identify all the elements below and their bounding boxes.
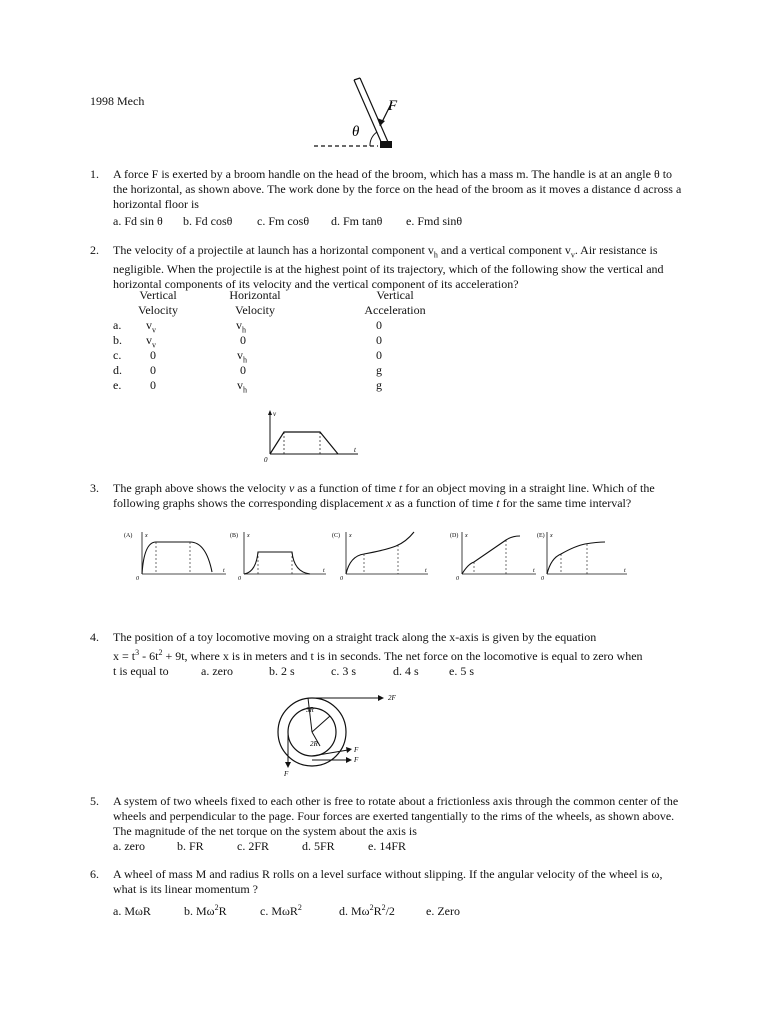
svg-text:x: x (465, 533, 468, 539)
svg-text:t: t (323, 568, 325, 574)
svg-text:x: x (349, 533, 352, 539)
two-wheels-figure (276, 686, 406, 778)
svg-text:0: 0 (238, 576, 241, 582)
question-4 (90, 630, 690, 678)
question-5 (90, 794, 690, 858)
table-row[interactable]: c. 0 $v_h$ 0 (113, 348, 382, 365)
question-text: A force F is exerted by a broom handle on the head of the broom, which has a mass m. The handle is at an angle θ to the horizontal, as shown above. The work done by the force on the head of the broom as it moves a distance d across a horizontal floor is (113, 167, 682, 211)
svg-text:(A): (A) (124, 533, 133, 539)
question-number: 4. (90, 630, 99, 644)
option-c[interactable]: c. MωR$^2$ (260, 903, 302, 918)
velocity-time-graph (262, 408, 362, 466)
question-text: The velocity of a projectile at launch has a horizontal component $v_h$ and a vertical component $v_v$. Air resistance is negligible. When the projectile is at the highest point of its trajectory, which of the following show the vertical and horizontal components of its velocity and the vertical component of its acceleration? (113, 243, 664, 292)
header-vertical-acceleration: Vertical Acceleration (364, 288, 426, 317)
svg-text:t: t (624, 568, 626, 574)
table-row[interactable]: a. $v_v$ $v_h$ 0 (113, 318, 382, 335)
svg-text:x: x (247, 533, 250, 539)
option-a[interactable]: a. zero (201, 664, 233, 678)
svg-text:2R: 2R (310, 740, 318, 748)
option-b[interactable]: b. Fd cosθ (183, 214, 233, 228)
question-text: The position of a toy locomotive moving on a straight track along the x-axis is given by the equation $x = t^3 - 6t^2 + 9t$, where x is in meters and t is in seconds. The net force on the locomotive is equal to zero when t is equal to a. zero b. 2 s c. 3 s d. 4 s e. 5 s (113, 630, 643, 678)
svg-text:2F: 2F (388, 694, 396, 702)
option-a[interactable]: a. Fd sin θ (113, 214, 163, 228)
option-b[interactable]: b. FR (177, 839, 204, 853)
header-vertical-velocity: Vertical Velocity (138, 288, 178, 317)
svg-text:t: t (533, 568, 535, 574)
question-number: 5. (90, 794, 99, 808)
option-c[interactable]: c. 3 s (331, 664, 356, 678)
answer-table (113, 318, 413, 393)
question-3 (90, 481, 690, 513)
force-label: F (388, 98, 398, 114)
svg-text:x: x (145, 533, 148, 539)
svg-text:F: F (284, 770, 289, 778)
page-title: 1998 Mech (90, 94, 145, 108)
svg-text:v: v (273, 410, 277, 418)
option-e[interactable]: e. 14FR (368, 839, 407, 853)
option-a[interactable]: a. zero (113, 839, 145, 853)
angle-label: θ (352, 124, 360, 140)
table-row[interactable]: d. 0 0 g (113, 363, 382, 377)
svg-text:x: x (550, 533, 553, 539)
option-c[interactable]: c. 2FR (237, 839, 270, 853)
question-number: 2. (90, 243, 99, 257)
answer-graph-d[interactable] (448, 528, 538, 583)
option-b[interactable]: b. $M\omega^2R$ (184, 903, 227, 918)
svg-text:(E): (E) (537, 533, 545, 539)
svg-text:3R: 3R (306, 706, 314, 714)
svg-text:(B): (B) (230, 533, 238, 539)
question-text: A system of two wheels fixed to each other is free to rotate about a frictionless axis through the common center of the wheels and perpendicular to the page. Four forces are exerted tangentially to the rims of the wheels, as shown above. The magnitude of the net torque on the system about the axis is (113, 794, 679, 838)
answer-options (113, 214, 462, 229)
option-e[interactable]: e. Fmd sinθ (406, 214, 463, 228)
svg-text:(D): (D) (450, 533, 459, 539)
svg-text:0: 0 (340, 576, 343, 582)
broom-figure (300, 70, 410, 160)
answer-options (113, 900, 460, 919)
option-d[interactable]: d. Fm tanθ (331, 214, 383, 228)
answer-options (113, 839, 406, 854)
option-b[interactable]: b. 2 s (269, 664, 295, 678)
svg-text:t: t (223, 568, 225, 574)
svg-text:F: F (354, 746, 359, 754)
answer-graph-b[interactable] (228, 528, 328, 583)
option-d[interactable]: d. 4 s (393, 664, 419, 678)
svg-text:t: t (354, 446, 356, 454)
svg-text:0: 0 (264, 456, 268, 464)
question-6 (90, 867, 690, 917)
option-a[interactable]: a. MωR (113, 904, 151, 918)
question-number: 1. (90, 167, 99, 181)
table-row[interactable]: e. 0 $v_h$ g (113, 378, 382, 395)
answer-graph-a[interactable] (120, 528, 230, 583)
svg-text:F: F (354, 756, 359, 764)
answer-graph-c[interactable] (330, 528, 430, 583)
option-c[interactable]: c. Fm cosθ (257, 214, 310, 228)
question-number: 3. (90, 481, 99, 495)
question-text: A wheel of mass M and radius R rolls on a level surface without slipping. If the angular velocity of the wheel is ω, what is its linear momentum ? (113, 867, 663, 896)
answer-graph-e[interactable] (535, 528, 630, 583)
question-number: 6. (90, 867, 99, 881)
svg-text:0: 0 (541, 576, 544, 582)
header-horizontal-velocity: Horizontal Velocity (229, 288, 281, 317)
svg-text:0: 0 (136, 576, 139, 582)
option-d[interactable]: d. $M\omega^2R^2/2$ (339, 903, 395, 918)
question-text: The graph above shows the velocity v as a function of time t for an object moving in a straight line. Which of the following graphs shows the corresponding displacement x as a function of time t for the same time interval? (113, 481, 655, 510)
option-d[interactable]: d. 5FR (302, 839, 335, 853)
question-2 (90, 243, 690, 393)
option-e[interactable]: e. 5 s (449, 664, 474, 678)
svg-text:t: t (425, 568, 427, 574)
table-row[interactable]: b. $v_v$ 0 0 (113, 333, 382, 350)
svg-text:(C): (C) (332, 533, 340, 539)
option-e[interactable]: e. Zero (426, 904, 460, 918)
question-1 (90, 167, 690, 231)
svg-text:0: 0 (456, 576, 459, 582)
